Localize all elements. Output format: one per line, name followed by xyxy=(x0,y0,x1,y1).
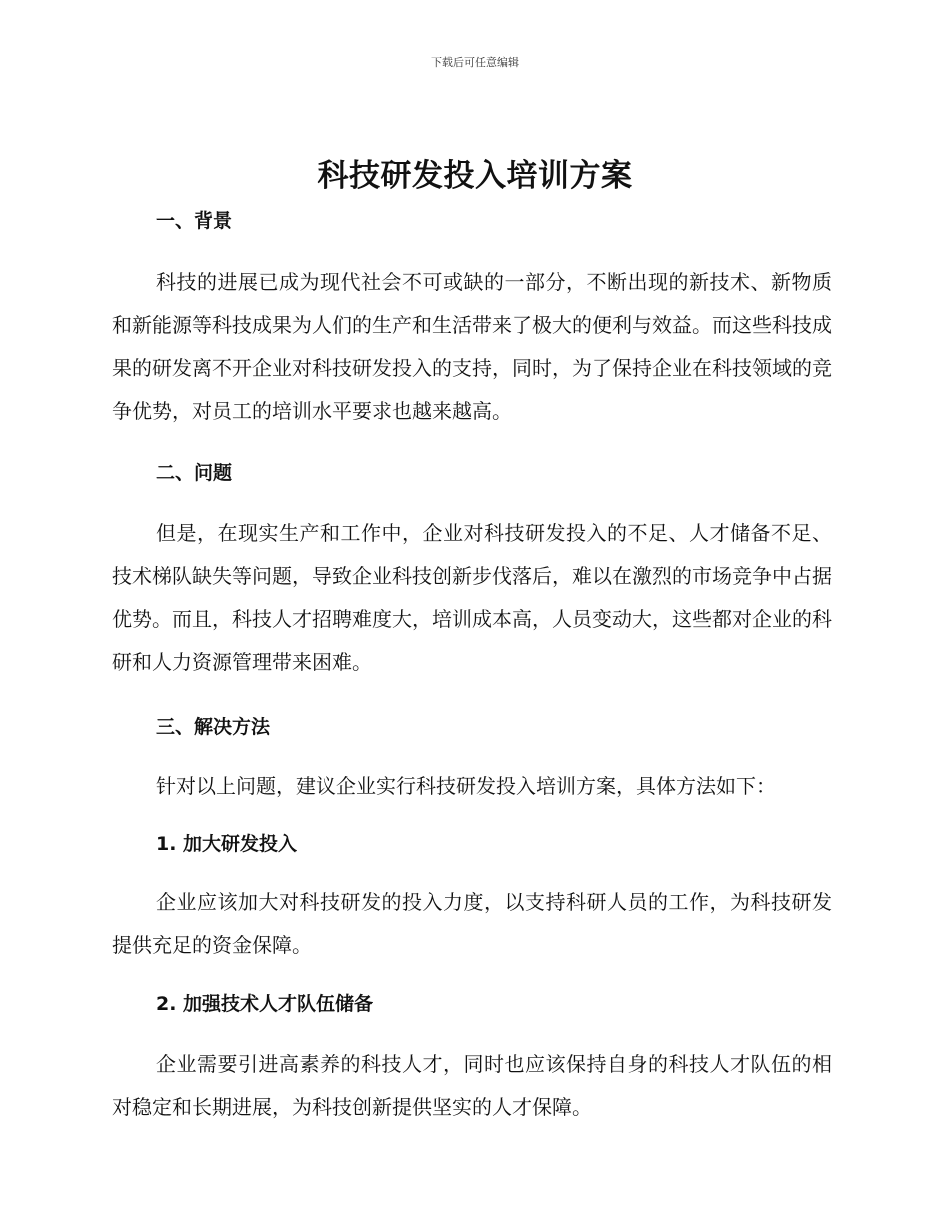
subsection-heading-investment: 1. 加大研发投入 xyxy=(156,833,298,855)
section-heading-solution: 三、解决方法 xyxy=(156,716,271,738)
subsection-heading-talent: 2. 加强技术人才队伍储备 xyxy=(156,993,374,1015)
subsection-paragraph-investment: 企业应该加大对科技研发的投入力度，以支持科研人员的工作，为科技研发提供充足的资金保障。 xyxy=(112,890,832,957)
header-note: 下载后可任意编辑 xyxy=(431,56,519,69)
section-paragraph-problem: 但是，在现实生产和工作中，企业对科技研发投入的不足、人才储备不足、技术梯队缺失等问题，导致企业科技创新步伐落后，难以在激烈的市场竞争中占据优势。而且，科技人才招聘难度大，培训成本高，人员变动大，这些都对企业的科研和人力资源管理带来困难。 xyxy=(112,521,832,674)
section-heading-background: 一、背景 xyxy=(156,210,233,232)
document-body xyxy=(112,200,832,1129)
document-title: 科技研发投入培训方案 xyxy=(317,158,633,194)
subsection-paragraph-talent: 企业需要引进高素养的科技人才，同时也应该保持自身的科技人才队伍的相对稳定和长期进展，为科技创新提供坚实的人才保障。 xyxy=(112,1052,832,1119)
section-heading-problem: 二、问题 xyxy=(156,462,233,484)
section-paragraph-solution: 针对以上问题，建议企业实行科技研发投入培训方案，具体方法如下： xyxy=(156,774,776,798)
section-paragraph-background: 科技的进展已成为现代社会不可或缺的一部分，不断出现的新技术、新物质和新能源等科技成果为人们的生产和生活带来了极大的便利与效益。而这些科技成果的研发离不开企业对科技研发投入的支持，同时，为了保持企业在科技领域的竞争优势，对员工的培训水平要求也越来越高。 xyxy=(112,270,832,423)
